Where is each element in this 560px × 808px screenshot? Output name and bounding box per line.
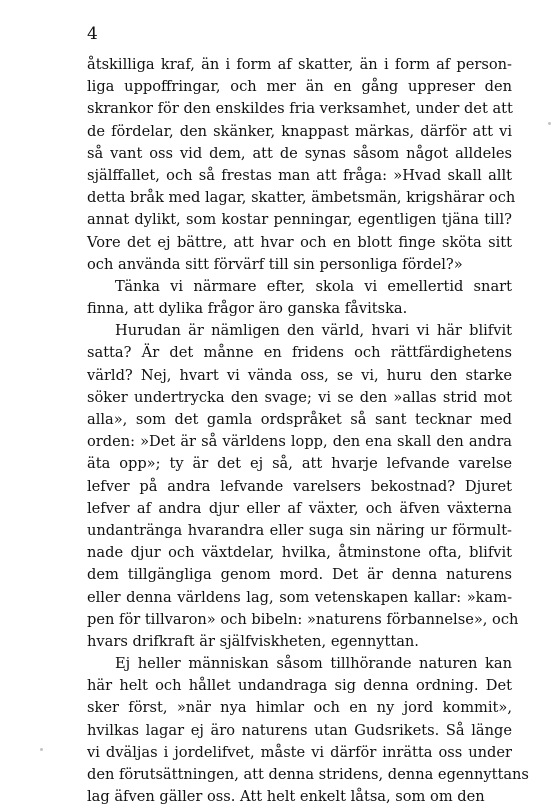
text-line: så vant oss vid dem, att de synas såsom något alldeles xyxy=(87,144,512,162)
text-line: eller denna världens lag, som vetenskapen kallar: »kam- xyxy=(87,588,512,606)
text-line: Ej heller människan såsom tillhörande naturen kan xyxy=(115,655,512,673)
text-line: hvars drifkraft är själfviskheten, egennyttan. xyxy=(87,632,419,650)
text-line: åtskilliga kraf, än i form af skatter, än i form af person- xyxy=(87,56,512,73)
text-line: hvilkas lagar ej äro naturens utan Gudsrikets. Så länge xyxy=(87,721,512,739)
scan-speck xyxy=(548,122,551,125)
text-line: liga uppoffringar, och mer än en gång uppreser den xyxy=(87,78,512,96)
text-line: alla», som det gamla ordspråket så sant tecknar med xyxy=(87,411,512,428)
text-line: vi dväljas i jordelifvet, måste vi därför inrätta oss under xyxy=(87,743,512,761)
text-line: annat dylikt, som kostar penningar, egentligen tjäna till? xyxy=(87,211,512,229)
text-line: själffallet, och så frestas man att fråga: »Hvad skall allt xyxy=(87,166,512,184)
text-line: pen för tillvaron» och bibeln: »naturens förbannelse», och xyxy=(87,610,519,628)
body-text xyxy=(87,54,529,808)
text-line: äta opp»; ty är det ej så, att hvarje lefvande varelse xyxy=(87,455,512,473)
text-line: skrankor för den enskildes fria verksamhet, under det att xyxy=(87,100,513,118)
text-line: den förutsättningen, att denna stridens, denna egennyttans xyxy=(87,766,529,783)
text-line: finna, att dylika frågor äro ganska fåvitska. xyxy=(87,300,408,318)
text-line: och använda sitt förvärf till sin personliga fördel?» xyxy=(87,255,463,273)
text-line: här helt och hållet undandraga sig denna ordning. Det xyxy=(87,677,512,695)
paragraph xyxy=(87,653,529,808)
page-number: 4 xyxy=(87,24,98,44)
text-line: sker först, »när nya himlar och en ny jord kommit», xyxy=(87,699,512,717)
text-line: Vore det ej bättre, att hvar och en blott finge sköta sitt xyxy=(87,233,512,251)
text-line: Hurudan är nämligen den värld, hvari vi här blifvit xyxy=(115,322,512,340)
text-line: dem tillgängliga genom mord. Det är denna naturens xyxy=(87,566,512,584)
text-line: nade djur och växtdelar, hvilka, åtminstone ofta, blifvit xyxy=(87,544,512,562)
text-line: lag äfven gäller oss. Att helt enkelt låtsa, som om den xyxy=(87,788,485,806)
scan-speck xyxy=(40,748,43,751)
text-line: lefver på andra lefvande varelsers bekostnad? Djuret xyxy=(87,477,512,495)
text-line: Tänka vi närmare efter, skola vi emellertid snart xyxy=(115,277,512,295)
book-page xyxy=(87,24,529,808)
paragraph xyxy=(87,320,519,653)
text-line: lefver af andra djur eller af växter, och äfven växterna xyxy=(87,499,512,517)
text-line: satta? Är det månne en fridens och rättfärdighetens xyxy=(87,344,512,362)
text-line: värld? Nej, hvart vi vända oss, se vi, huru den starke xyxy=(87,366,512,384)
text-line: detta bråk med lagar, skatter, ämbetsmän, krigshärar och xyxy=(87,189,516,207)
text-line: de fördelar, den skänker, knappast märkas, därför att vi xyxy=(87,122,512,140)
text-line: orden: »Det är så världens lopp, den ena skall den andra xyxy=(87,433,512,451)
text-line: söker undertrycka den svage; vi se den »allas strid mot xyxy=(87,388,512,406)
paragraph xyxy=(87,276,512,320)
paragraph xyxy=(87,54,516,276)
text-line: undantränga hvarandra eller suga sin näring ur förmult- xyxy=(87,521,512,539)
